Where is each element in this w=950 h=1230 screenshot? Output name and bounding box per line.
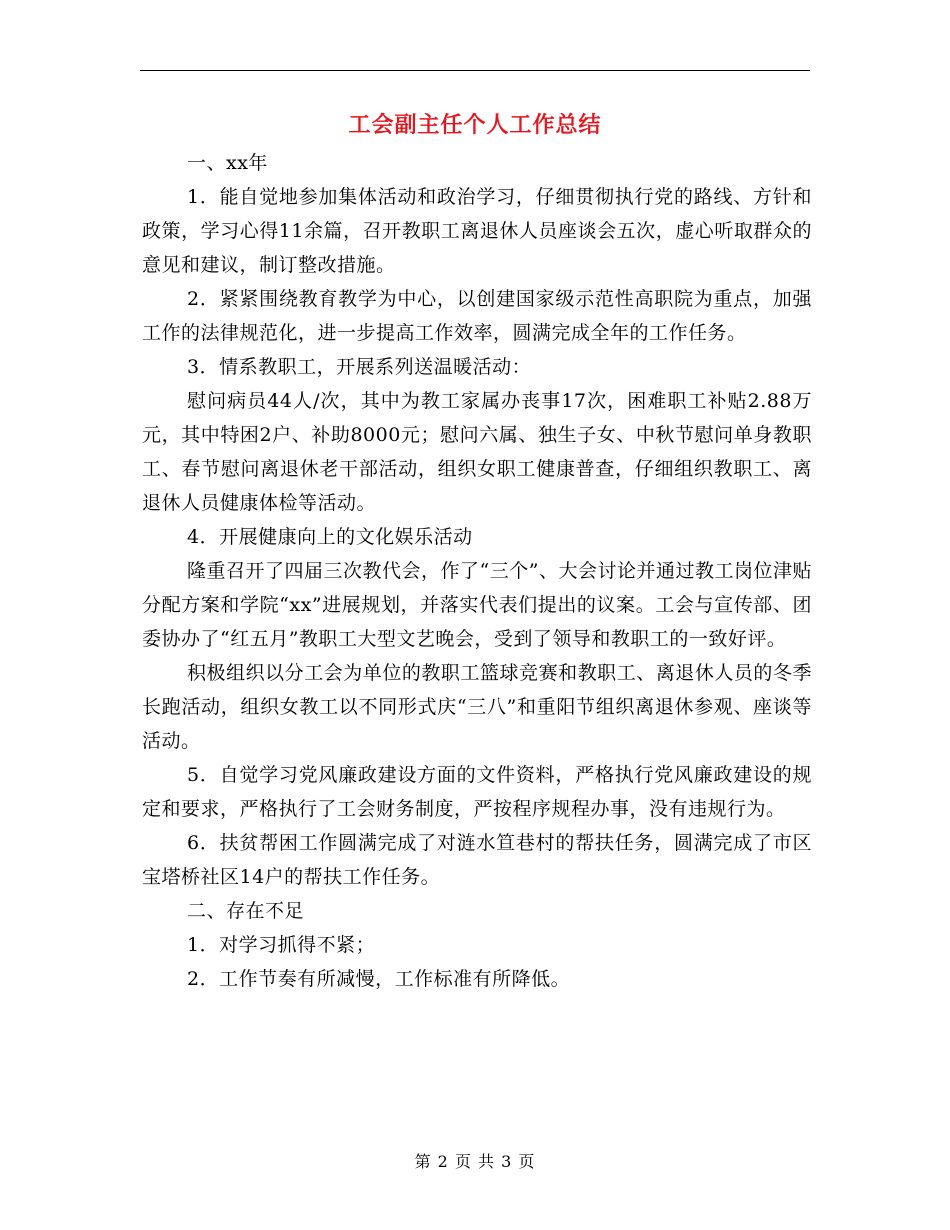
paragraph: 一、xx年 xyxy=(187,152,268,174)
page-number-footer: 第 2 页 共 3 页 xyxy=(414,1152,536,1171)
paragraph: 5．自觉学习党风廉政建设方面的文件资料，严格执行党风廉政建设的规定和要求，严格执行了工会财务制度，严按程序规程办事，没有违规行为。 xyxy=(142,764,812,820)
paragraph: 2．工作节奏有所减慢，工作标准有所降低。 xyxy=(187,968,571,990)
paragraph: 3．情系教职工，开展系列送温暖活动： xyxy=(187,356,532,378)
paragraph: 1．能自觉地参加集体活动和政治学习，仔细贯彻执行党的路线、方针和政策，学习心得11余篇，召开教职工离退休人员座谈会五次，虚心听取群众的意见和建议，制订整改措施。 xyxy=(142,186,812,276)
paragraph: 4．开展健康向上的文化娱乐活动 xyxy=(187,526,473,548)
paragraph: 慰问病员44人/次，其中为教工家属办丧事17次，困难职工补贴2.88万元，其中特困2户、补助8000元；慰问六属、独生子女、中秋节慰问单身教职工、春节慰问离退休老干部活动，组织女职工健康普查，仔细组织教职工、离退休人员健康体检等活动。 xyxy=(142,390,812,514)
paragraph: 1．对学习抓得不紧； xyxy=(187,934,376,956)
paragraph: 2．紧紧围绕教育教学为中心，以创建国家级示范性高职院为重点，加强工作的法律规范化，进一步提高工作效率，圆满完成全年的工作任务。 xyxy=(142,288,812,344)
document-body xyxy=(142,146,812,996)
paragraph: 隆重召开了四届三次教代会，作了“三个”、大会讨论并通过教工岗位津贴分配方案和学院“xx”进展规划，并落实代表们提出的议案。工会与宣传部、团委协办了“红五月”教职工大型文艺晚会，受到了领导和教职工的一致好评。 xyxy=(142,560,812,650)
paragraph: 6．扶贫帮困工作圆满完成了对涟水笪巷村的帮扶任务，圆满完成了市区宝塔桥社区14户的帮扶工作任务。 xyxy=(142,832,812,888)
header-rule xyxy=(140,70,810,71)
paragraph: 积极组织以分工会为单位的教职工篮球竞赛和教职工、离退休人员的冬季长跑活动，组织女教工以不同形式庆“三八”和重阳节组织离退休参观、座谈等活动。 xyxy=(142,662,812,752)
document-title: 工会副主任个人工作总结 xyxy=(348,113,602,138)
paragraph: 二、存在不足 xyxy=(187,900,305,922)
